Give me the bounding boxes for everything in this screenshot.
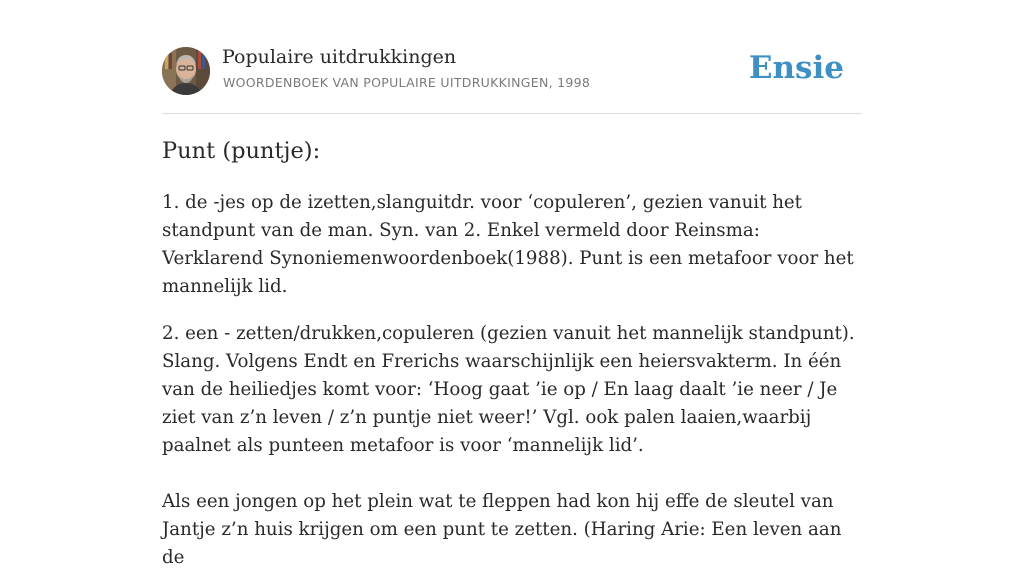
entry-term: Punt (puntje): [162,138,321,164]
usage-example: Als een jongen op het plein wat te fleppen had kon hij effe de sleutel van Jantje z’n huis krijgen om een punt te zetten. (Haring Arie: Een leven aan de [162,491,842,568]
source-title[interactable]: Populaire uitdrukkingen [222,46,457,68]
definition-2: 2. een - zetten/drukken,copuleren (gezien vanuit het mannelijk standpunt). Slang. Volgens Endt en Frerichs waarschijnlijk een heiersvakterm. In één van de heiliedjes komt voor: ‘Hoog gaat ’ie op / En laag daalt ’ie neer / Je ziet van z’n leven / z’n puntje niet weer!’ Vgl. ook palen laaien,waarbij paalnet als punteen metafoor is voor ‘mannelijk lid’. [162,323,855,456]
source-subtitle: WOORDENBOEK VAN POPULAIRE UITDRUKKINGEN, 1998 [223,75,591,90]
author-avatar[interactable] [162,47,210,95]
entry-card [162,0,862,568]
entry-definitions [162,189,862,572]
definition-1: 1. de -jes op de izetten,slanguitdr. voor ‘copuleren’, gezien vanuit het standpunt van de man. Syn. van 2. Enkel vermeld door Reinsma: Verklarend Synoniemenwoordenboek(1988). Punt is een metafoor voor het mannelijk lid. [162,192,854,297]
author-portrait-icon [162,47,210,95]
ensie-logo-link[interactable]: Ensie [748,50,844,86]
source-header [162,0,862,114]
